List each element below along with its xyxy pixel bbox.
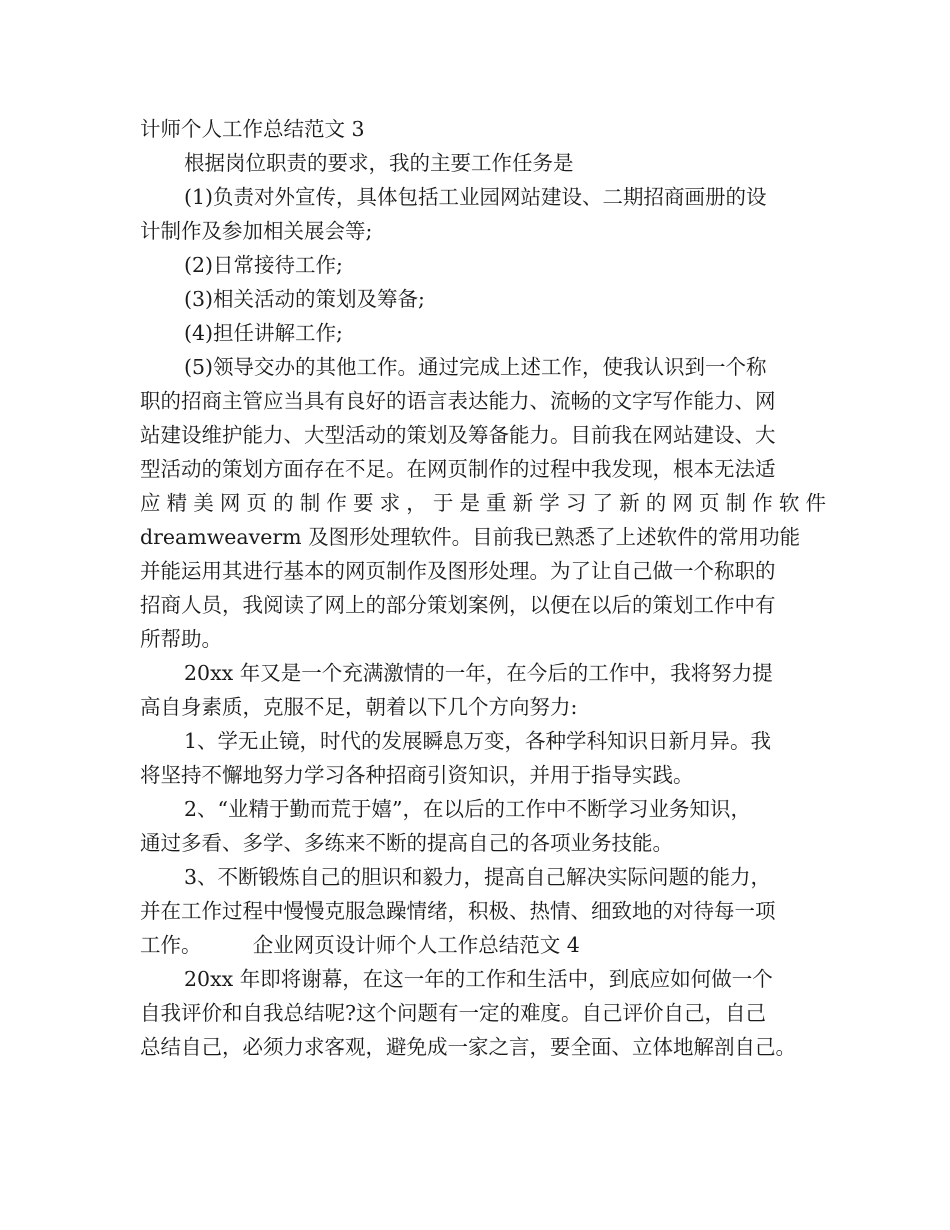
text-line: (4)担任讲解工作; [184, 321, 343, 345]
text-line: dreamweaverm 及图形处理软件。目前我已熟悉了上述软件的常用功能 [140, 525, 801, 549]
text-line: 招商人员，我阅读了网上的部分策划案例，以便在以后的策划工作中有 [140, 593, 776, 617]
text-line: 20xx 年又是一个充满激情的一年，在今后的工作中，我将努力提 [184, 661, 773, 685]
text-line: 高自身素质，克服不足，朝着以下几个方向努力: [140, 695, 578, 719]
text-line: 站建设维护能力、大型活动的策划及筹备能力。目前我在网站建设、大 [140, 423, 776, 447]
text-line: 自我评价和自我总结呢?这个问题有一定的难度。自己评价自己，自己 [140, 1001, 766, 1025]
text-line: 所帮助。 [140, 627, 222, 651]
text-line: 计制作及参加相关展会等; [140, 219, 373, 243]
text-line: 应精美网页的制作要求，于是重新学习了新的网页制作软件 [140, 491, 826, 515]
text-line: 型活动的策划方面存在不足。在网页制作的过程中我发现，根本无法适 [140, 457, 776, 481]
text-line: 3、不断锻炼自己的胆识和毅力，提高自己解决实际问题的能力， [184, 865, 772, 889]
text-line: (5)领导交办的其他工作。通过完成上述工作，使我认识到一个称 [184, 355, 767, 379]
text-line: (3)相关活动的策划及筹备; [184, 287, 425, 311]
text-line: 根据岗位职责的要求，我的主要工作任务是 [184, 151, 574, 175]
text-line: 1、学无止镜，时代的发展瞬息万变，各种学科知识日新月异。我 [184, 729, 772, 753]
text-line: 总结自己，必须力求客观，避免成一家之言，要全面、立体地解剖自己。 [140, 1035, 796, 1059]
text-line: 20xx 年即将谢幕，在这一年的工作和生活中，到底应如何做一个 [184, 967, 773, 991]
text-line: 工作。 企业网页设计师个人工作总结范文 4 [140, 933, 580, 957]
text-line: 并在工作过程中慢慢克服急躁情绪，积极、热情、细致地的对待每一项 [140, 899, 776, 923]
text-line: 并能运用其进行基本的网页制作及图形处理。为了让自己做一个称职的 [140, 559, 776, 583]
text-line: 通过多看、多学、多练来不断的提高自己的各项业务技能。 [140, 831, 673, 855]
text-line: 计师个人工作总结范文 3 [140, 117, 365, 141]
text-line: 将坚持不懈地努力学习各种招商引资知识，并用于指导实践。 [140, 763, 694, 787]
text-line: 职的招商主管应当具有良好的语言表达能力、流畅的文字写作能力、网 [140, 389, 776, 413]
text-line: 2、“业精于勤而荒于嬉”，在以后的工作中不断学习业务知识， [184, 797, 752, 821]
text-line: (2)日常接待工作; [184, 253, 343, 277]
document-body [140, 112, 826, 1064]
text-line: (1)负责对外宣传，具体包括工业园网站建设、二期招商画册的设 [184, 185, 767, 209]
